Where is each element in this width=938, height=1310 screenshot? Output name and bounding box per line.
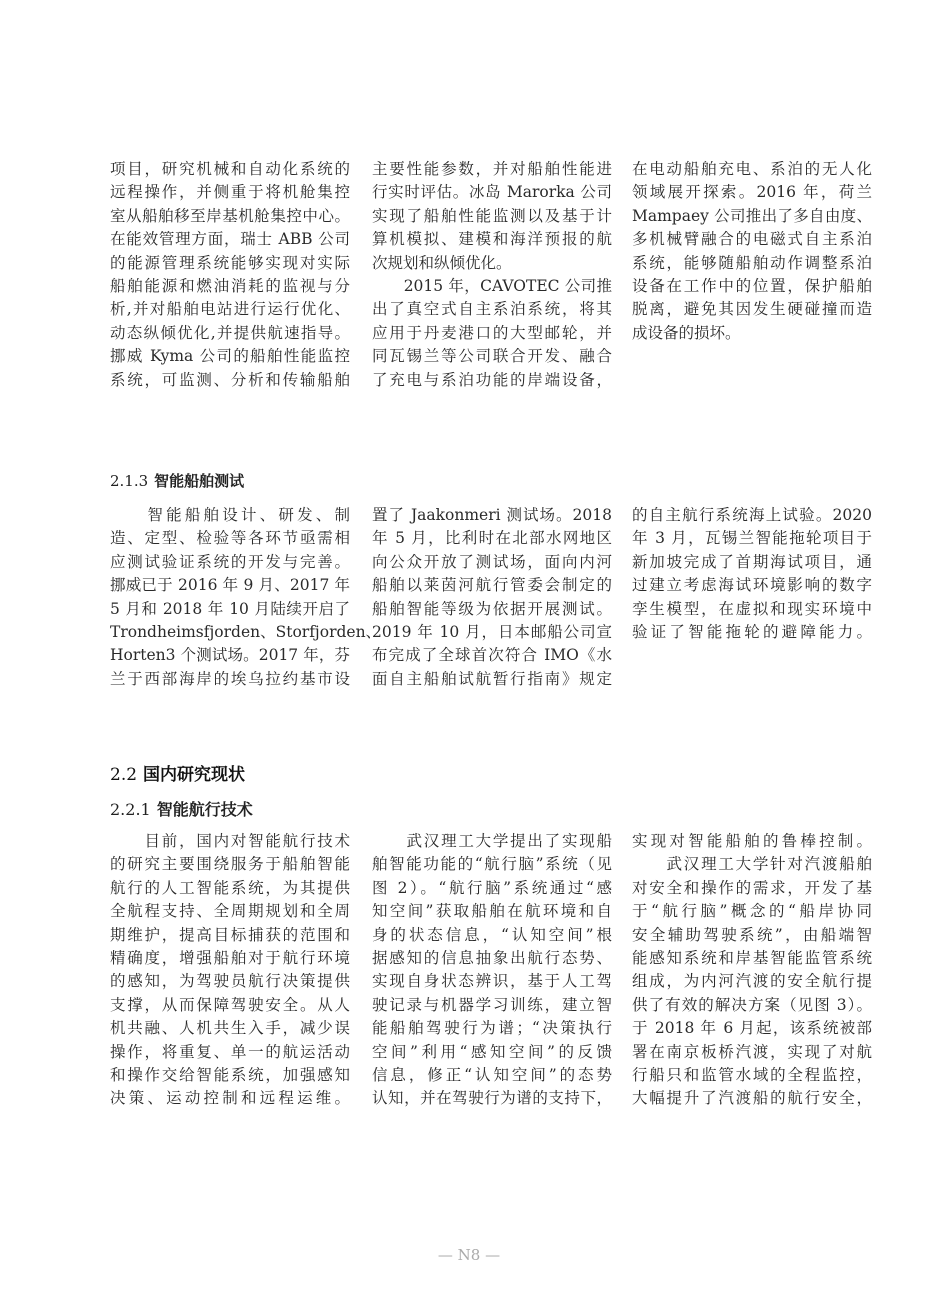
- text-line: 能船舶驾驶行为谱；“决策执行: [372, 1019, 612, 1038]
- text-line: 支撑，从而保障驾驶安全。从人: [110, 995, 350, 1014]
- text-line: 知空间”获取船舶在航环境和自: [372, 902, 612, 921]
- text-line: 武汉理工大学提出了实现船: [372, 832, 612, 850]
- text-column: [372, 504, 612, 691]
- text-line: 了充电与系泊功能的岸端设备，: [372, 370, 612, 389]
- text-line: 目前，国内对智能航行技术: [110, 832, 350, 850]
- text-line: 空间”利用“感知空间”的反馈: [372, 1042, 612, 1061]
- text-line: 对安全和操作的需求，开发了基: [632, 878, 872, 897]
- text-line: 实现了船舶性能监测以及基于计: [372, 206, 612, 225]
- text-line: 新加坡完成了首期海试项目，通: [632, 552, 872, 571]
- text-line: 的研究主要围绕服务于船舶智能: [110, 855, 350, 874]
- text-line: 身的状态信息，“认知空间”根: [372, 925, 612, 944]
- section-title: 国内研究现状: [143, 765, 246, 785]
- text-column: [632, 504, 872, 644]
- text-line: 系统，可监测、分析和传输船舶: [110, 370, 350, 389]
- section-number: 2.2: [110, 765, 138, 785]
- text-line: 大幅提升了汽渡船的航行安全，: [632, 1089, 872, 1108]
- text-line: 向公众开放了测试场，面向内河: [372, 552, 612, 571]
- text-line: 同瓦锡兰等公司联合开发、融合: [372, 347, 612, 366]
- text-line: 图 2）。“航行脑”系统通过“感: [372, 878, 612, 897]
- text-line: 认知，并在驾驶行为谱的支持下，: [372, 1089, 612, 1108]
- text-line: 全航程支持、全周期规划和全周: [110, 902, 350, 921]
- text-line: 机共融、人机共生入手，减少误: [110, 1019, 350, 1038]
- text-line: 动态纵倾优化,并提供航速指导。: [110, 323, 350, 342]
- text-line: 船舶智能等级为依据开展测试。: [372, 599, 612, 618]
- text-line: 行实时评估。冰岛 Marorka 公司: [372, 183, 612, 202]
- text-line: 船舶以莱茵河航行管委会制定的: [372, 576, 612, 595]
- text-line: 5 月和 2018 年 10 月陆续开启了: [110, 599, 350, 618]
- text-column: [110, 158, 350, 392]
- text-line: 验证了智能拖轮的避障能力。: [632, 622, 872, 641]
- text-line: 驶记录与机器学习训练，建立智: [372, 995, 612, 1014]
- text-column: [632, 830, 872, 1111]
- text-line: 和操作交给智能系统，加强感知: [110, 1065, 350, 1084]
- section-title: 智能航行技术: [156, 800, 253, 819]
- text-line: 脱离，避免其因发生硬碰撞而造: [632, 300, 872, 319]
- text-line: 置了 Jaakonmeri 测试场。2018: [372, 506, 612, 524]
- text-line: 据感知的信息抽象出航行态势、: [372, 948, 612, 967]
- text-line: Mampaey 公司推出了多自由度、: [632, 206, 872, 225]
- text-line: 署在南京板桥汽渡，实现了对航: [632, 1042, 872, 1061]
- text-line: 兰于西部海岸的埃乌拉约基市设: [110, 669, 350, 688]
- text-line: 应测试验证系统的开发与完善。: [110, 552, 350, 571]
- text-line: Trondheimsfjorden、Storfjorden、: [110, 622, 382, 641]
- text-line: 过建立考虑海试环境影响的数字: [632, 576, 872, 595]
- text-line: 远程操作，并侧重于将机舱集控: [110, 183, 350, 202]
- text-line: 在电动船舶充电、系泊的无人化: [632, 160, 872, 178]
- text-line: 船舶能源和燃油消耗的监视与分: [110, 276, 350, 295]
- section-number: 2.1.3: [110, 472, 149, 490]
- text-line: 舶智能功能的“航行脑”系统（见: [372, 855, 612, 874]
- text-line: 在能效管理方面，瑞士 ABB 公司: [110, 230, 350, 249]
- text-line: 析,并对船舶电站进行运行优化、: [110, 300, 350, 319]
- text-line: 能感知系统和岸基智能监管系统: [632, 948, 872, 967]
- text-line: 多机械臂融合的电磁式自主系泊: [632, 230, 872, 249]
- text-line: Horten3 个测试场。2017 年，芬: [110, 646, 350, 665]
- text-line: 于“航行脑”概念的“船岸协同: [632, 902, 872, 921]
- text-line: 实现自身状态辨识，基于人工驾: [372, 972, 612, 991]
- text-line: 设备在工作中的位置，保护船舶: [632, 276, 872, 295]
- section-title: 智能船舶测试: [154, 472, 245, 490]
- section-heading-2-1-3: [110, 470, 244, 491]
- text-line: 项目，研究机械和自动化系统的: [110, 160, 350, 178]
- text-line: 面自主船舶试航暂行指南》规定: [372, 669, 612, 688]
- text-line: 期维护，提高目标捕获的范围和: [110, 925, 350, 944]
- text-line: 挪威 Kyma 公司的船舶性能监控: [110, 347, 350, 366]
- text-line: 的能源管理系统能够实现对实际: [110, 253, 350, 272]
- section-heading-2-2: [110, 760, 245, 785]
- text-line: 成设备的损坏。: [632, 323, 741, 342]
- text-line: 组成，为内河汽渡的安全航行提: [632, 972, 872, 991]
- text-line: 系统，能够随船舶动作调整系泊: [632, 253, 872, 272]
- text-line: 挪威已于 2016 年 9 月、2017 年: [110, 576, 350, 595]
- text-line: 智能船舶设计、研发、制: [110, 506, 350, 524]
- text-line: 的自主航行系统海上试验。2020: [632, 506, 872, 524]
- text-line: 年 3 月，瓦锡兰智能拖轮项目于: [632, 529, 872, 548]
- text-line: 主要性能参数，并对船舶性能进: [372, 160, 612, 178]
- text-line: 应用于丹麦港口的大型邮轮，并: [372, 323, 612, 342]
- text-line: 布完成了全球首次符合 IMO《水: [372, 646, 612, 665]
- text-line: 航行的人工智能系统，为其提供: [110, 878, 350, 897]
- text-column: [632, 158, 872, 345]
- text-line: 次规划和纵倾优化。: [372, 253, 512, 272]
- text-line: 2015 年，CAVOTEC 公司推: [372, 276, 612, 295]
- text-line: 行船只和监管水域的全程监控，: [632, 1065, 872, 1084]
- page-number: — N8 —: [437, 1246, 501, 1264]
- text-line: 算机模拟、建模和海洋预报的航: [372, 230, 612, 249]
- text-line: 孪生模型，在虚拟和现实环境中: [632, 599, 872, 618]
- text-line: 精确度，增强船舶对于航行环境: [110, 948, 350, 967]
- text-line: 实现对智能船舶的鲁棒控制。: [632, 832, 872, 850]
- text-line: 领域展开探索。2016 年，荷兰: [632, 183, 872, 202]
- text-line: 安全辅助驾驶系统”，由船端智: [632, 925, 872, 944]
- text-line: 武汉理工大学针对汽渡船舶: [632, 855, 872, 874]
- text-column: [372, 158, 612, 392]
- text-line: 信息，修正“认知空间”的态势: [372, 1065, 612, 1084]
- section-heading-2-2-1: [110, 797, 253, 820]
- text-line: 决策、运动控制和远程运维。: [110, 1089, 350, 1108]
- text-line: 出了真空式自主系泊系统，将其: [372, 300, 612, 319]
- text-line: 操作，将重复、单一的航运活动: [110, 1042, 350, 1061]
- text-column: [110, 504, 382, 691]
- text-line: 年 5 月，比利时在北部水网地区: [372, 529, 612, 548]
- text-column: [372, 830, 612, 1111]
- text-line: 的感知，为驾驶员航行决策提供: [110, 972, 350, 991]
- text-line: 2019 年 10 月，日本邮船公司宣: [372, 622, 612, 641]
- section-number: 2.2.1: [110, 800, 151, 819]
- text-column: [110, 830, 350, 1111]
- text-line: 供了有效的解决方案（见图 3）。: [632, 995, 872, 1014]
- text-line: 造、定型、检验等各环节亟需相: [110, 529, 350, 548]
- text-line: 于 2018 年 6 月起，该系统被部: [632, 1019, 872, 1038]
- text-line: 室从船舶移至岸基机舱集控中心。: [110, 206, 350, 225]
